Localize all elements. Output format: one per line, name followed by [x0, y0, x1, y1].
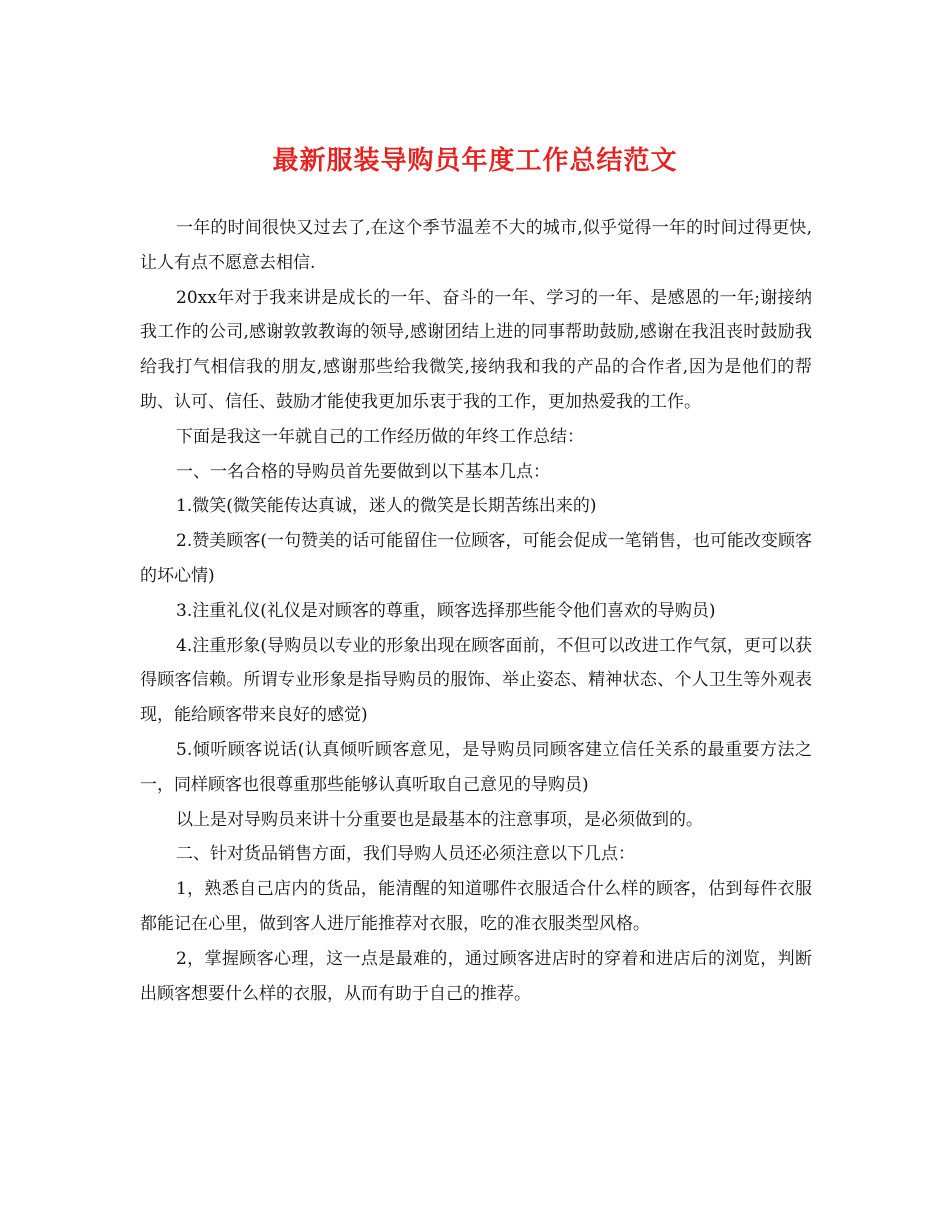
- paragraph: 以上是对导购员来讲十分重要也是最基本的注意事项，是必须做到的。: [176, 809, 703, 830]
- document-body: [140, 211, 812, 1011]
- paragraph: 下面是我这一年就自己的工作经历做的年终工作总结：: [176, 426, 584, 447]
- section-heading: 二、针对货品销售方面，我们导购人员还必须注意以下几点：: [176, 844, 635, 865]
- document-title: 最新服装导购员年度工作总结范文: [272, 146, 678, 176]
- list-item: 4.注重形象(导购员以专业的形象出现在顾客面前，不但可以改进工作气氛，更可以获得顾客信赖。所谓专业形象是指导购员的服饰、举止姿态、精神状态、个人卫生等外观表现，能给顾客带来良好的感觉): [140, 635, 812, 726]
- section-heading: 一、一名合格的导购员首先要做到以下基本几点：: [176, 461, 550, 482]
- list-item: 2，掌握顾客心理，这一点是最难的，通过顾客进店时的穿着和进店后的浏览，判断出顾客想要什么样的衣服，从而有助于自己的推荐。: [140, 948, 812, 1004]
- list-item: 1，熟悉自己店内的货品，能清醒的知道哪件衣服适合什么样的顾客，估到每件衣服都能记在心里，做到客人进厅能推荐对衣服，吃的准衣服类型风格。: [140, 879, 812, 934]
- paragraph: 20xx年对于我来讲是成长的一年、奋斗的一年、学习的一年、是感恩的一年;谢接纳我工作的公司,感谢敦敦教诲的领导,感谢团结上进的同事帮助鼓励,感谢在我沮丧时鼓励我给我打气相信我的朋友,感谢那些给我微笑,接纳我和我的产品的合作者,因为是他们的帮助、认可、信任、鼓励才能使我更加乐衷于我的工作，更加热爱我的工作。: [140, 287, 812, 412]
- list-item: 3.注重礼仪(礼仪是对顾客的尊重，顾客选择那些能令他们喜欢的导购员): [176, 600, 716, 621]
- list-item: 5.倾听顾客说话(认真倾听顾客意见，是导购员同顾客建立信任关系的最重要方法之一，同样顾客也很尊重那些能够认真听取自己意见的导购员): [140, 739, 812, 795]
- list-item: 1.微笑(微笑能传达真诚，迷人的微笑是长期苦练出来的): [176, 496, 597, 517]
- paragraph: 一年的时间很快又过去了,在这个季节温差不大的城市,似乎觉得一年的时间过得更快,让人有点不愿意去相信.: [140, 218, 812, 273]
- list-item: 2.赞美顾客(一句赞美的话可能留住一位顾客，可能会促成一笔销售，也可能改变顾客的坏心情): [140, 531, 812, 586]
